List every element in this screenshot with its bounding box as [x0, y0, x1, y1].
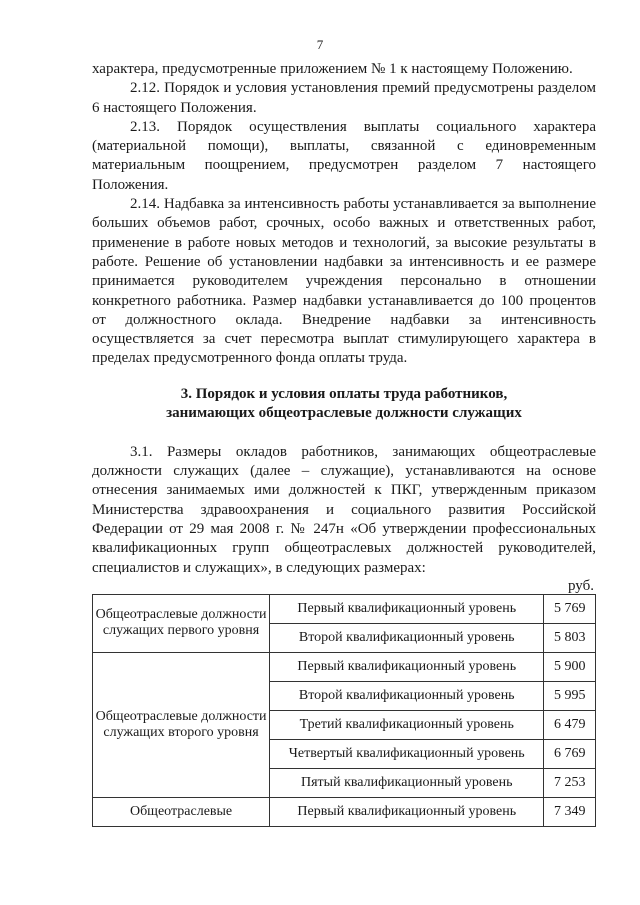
section-3-heading-line-1: 3. Порядок и условия оплаты труда работников,	[180, 385, 508, 402]
amount-cell: 5 803	[544, 623, 596, 652]
level-cell: Первый квалификационный уровень	[270, 797, 544, 826]
level-cell: Первый квалификационный уровень	[270, 594, 544, 623]
level-cell: Второй квалификационный уровень	[270, 623, 544, 652]
amount-cell: 6 769	[544, 739, 596, 768]
section-3-heading-line-2: занимающих общеотраслевые должности служащих	[166, 404, 522, 421]
paragraph-2-13: 2.13. Порядок осуществления выплаты социального характера (материальной помощи), выплаты, связанной с единовременным материальным поощрением, предусмотрен разделом 7 настоящего Положения.	[92, 118, 596, 193]
paragraph-2-14: 2.14. Надбавка за интенсивность работы устанавливается за выполнение больших объемов работ, срочных, особо важных и ответственных работ, применение в работе новых методов и технологий, за высокие результаты в работе. Решение об установлении надбавки за интенсивность и ее размере принимается руководителем учреждения персонально в отношении конкретного работника. Размер надбавки устанавливается до 100 процентов от должностного оклада. Внедрение надбавки за интенсивность осуществляется за счет пересмотра выплат стимулирующего характера в пределах предусмотренного фонда оплаты труда.	[92, 196, 596, 367]
level-cell: Третий квалификационный уровень	[270, 710, 544, 739]
group-cell: Общеотраслевые	[93, 797, 270, 826]
paragraph-3-1: 3.1. Размеры окладов работников, занимающих общеотраслевые должности служащих (далее – служащие), устанавливаются на основе отнесения занимаемых ими должностей к ПКГ, утвержденным приказом Министерства здравоохранения и социального развития Российской Федерации от 29 мая 2008 г. № 247н «Об утверждении профессиональных квалификационных групп общеотраслевых должностей руководителей, специалистов и служащих», в следующих размерах:	[92, 443, 596, 576]
currency-unit: руб.	[568, 577, 594, 594]
amount-cell: 7 349	[544, 797, 596, 826]
amount-cell: 6 479	[544, 710, 596, 739]
table-row	[93, 797, 596, 826]
amount-cell: 7 253	[544, 768, 596, 797]
group-cell: Общеотраслевые должности служащих первого уровня	[93, 594, 270, 652]
amount-cell: 5 900	[544, 652, 596, 681]
section-3-heading	[92, 385, 596, 423]
page-number: 7	[316, 37, 324, 52]
table-row	[93, 652, 596, 681]
level-cell: Четвертый квалификационный уровень	[270, 739, 544, 768]
paragraph-2-12: 2.12. Порядок и условия установления премий предусмотрены разделом 6 настоящего Положения.	[92, 80, 596, 116]
level-cell: Второй квалификационный уровень	[270, 681, 544, 710]
group-cell: Общеотраслевые должности служащих второго уровня	[93, 652, 270, 797]
paragraph-continuation: характера, предусмотренные приложением № 1 к настоящему Положению.	[92, 61, 573, 77]
salary-table	[92, 594, 596, 827]
level-cell: Пятый квалификационный уровень	[270, 768, 544, 797]
amount-cell: 5 769	[544, 594, 596, 623]
amount-cell: 5 995	[544, 681, 596, 710]
table-row	[93, 594, 596, 623]
level-cell: Первый квалификационный уровень	[270, 652, 544, 681]
document-body	[92, 60, 596, 827]
